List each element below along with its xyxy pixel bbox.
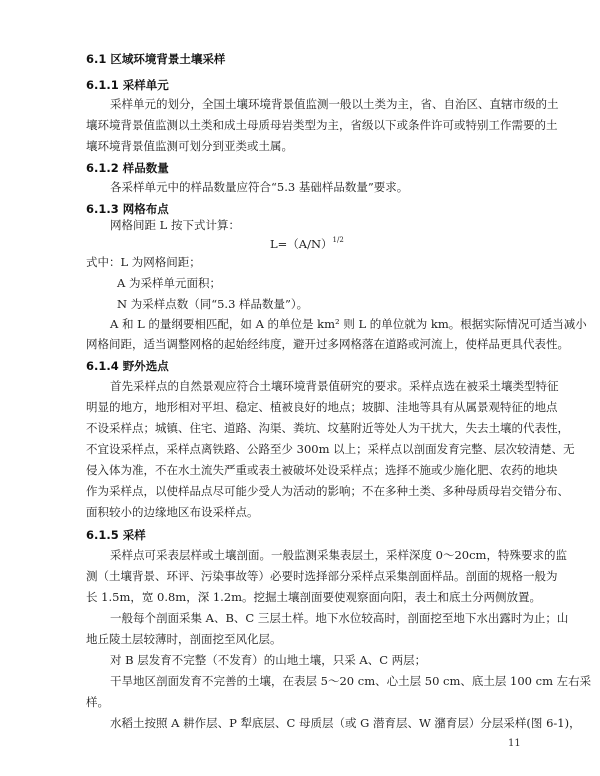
paragraph-line: 干旱地区剖面发育不完善的土壤，在表层 5～20 cm、心土层 50 cm、底土层 100 cm 左右采 bbox=[110, 674, 592, 688]
formula-where: 式中：L 为网格间距； bbox=[86, 255, 201, 269]
paragraph-line: 样。 bbox=[86, 695, 109, 709]
paragraph-line: 不宜设采样点，采样点离铁路、公路至少 300m 以上；采样点以剖面发育完整、层次较清楚、无 bbox=[86, 442, 575, 456]
paragraph-line: 壤环境背景值监测以土类和成土母质母岩类型为主，省级以下或条件许可或特别工作需要的土 bbox=[86, 118, 558, 132]
paragraph-line: 地丘陵土层较薄时，剖面挖至风化层。 bbox=[86, 632, 282, 646]
formula-intro: 网格间距 L 按下式计算： bbox=[110, 218, 240, 232]
formula-exponent: 1/2 bbox=[332, 236, 344, 244]
paragraph-line: 不设采样点；城镇、住宅、道路、沟渠、粪坑、坟墓附近等处人为干扰大，失去土壤的代表性， bbox=[86, 421, 569, 435]
paragraph-line: 测（土壤背景、环评、污染事故等）必要时选择部分采样点采集剖面样品。剖面的规格一般为 bbox=[86, 569, 558, 583]
paragraph-line: 一般每个剖面采集 A、B、C 三层土样。地下水位较高时，剖面挖至地下水出露时为止；山 bbox=[110, 611, 569, 625]
paragraph-line: 作为采样点，以使样品点尽可能少受人为活动的影响；不在多种土类、多种母质母岩交错分布、 bbox=[86, 484, 569, 498]
paragraph-line: 壤环境背景值监测可划分到亚类或土属。 bbox=[86, 139, 293, 153]
paragraph-line: 网格间距，适当调整网格的起始经纬度，避开过多网格落在道路或河流上，使样品更具代表性。 bbox=[86, 337, 569, 351]
subsection-title-613: 6.1.3 网格布点 bbox=[86, 202, 169, 216]
section-title: 6.1 区域环境背景土壤采样 bbox=[86, 52, 226, 66]
paragraph-line: 首先采样点的自然景观应符合土壤环境背景值研究的要求。采样点选在被采土壤类型特征 bbox=[110, 379, 559, 393]
paragraph-line: 采样单元的划分，全国土壤环境背景值监测一般以土类为主，省、自治区、直辖市级的土 bbox=[110, 97, 559, 111]
definition-a: A 为采样单元面积； bbox=[117, 276, 221, 290]
paragraph-line: 明显的地方，地形相对平坦、稳定、植被良好的地点；坡脚、洼地等具有从属景观特征的地点 bbox=[86, 400, 558, 414]
paragraph-line: 长 1.5m，宽 0.8m，深 1.2m。挖掘土壤剖面要使观察面向阳，表土和底土分两侧放置。 bbox=[86, 590, 542, 604]
paragraph-line: 侵入体为准，不在水土流失严重或表土被破坏处设采样点；选择不施或少施化肥、农药的地块 bbox=[86, 463, 558, 477]
paragraph-line: 水稻土按照 A 耕作层、P 犁底层、C 母质层（或 G 潜育层、W 潴育层）分层采样(图 6-1)， bbox=[110, 716, 581, 730]
subsection-title-615: 6.1.5 采样 bbox=[86, 528, 146, 542]
subsection-title-612: 6.1.2 样品数量 bbox=[86, 161, 169, 175]
subsection-title-611: 6.1.1 采样单元 bbox=[86, 78, 169, 92]
definition-n: N 为采样点数（同“5.3 样品数量”）。 bbox=[117, 297, 309, 311]
page-number: 11 bbox=[508, 738, 521, 749]
subsection-title-614: 6.1.4 野外选点 bbox=[86, 359, 169, 373]
paragraph-line: A 和 L 的量纲要相匹配，如 A 的单位是 km² 则 L 的单位就为 km。根据实际情况可适当减小 bbox=[110, 317, 587, 331]
formula-main: L=（A/N） bbox=[270, 237, 333, 251]
grid-spacing-formula bbox=[270, 236, 344, 252]
paragraph-line: 采样点可采表层样或土壤剖面。一般监测采集表层土，采样深度 0～20cm，特殊要求的监 bbox=[110, 548, 567, 562]
paragraph-line: 对 B 层发育不完整（不发育）的山地土壤，只采 A、C 两层； bbox=[110, 653, 427, 667]
paragraph-line: 各采样单元中的样品数量应符合“5.3 基础样品数量”要求。 bbox=[110, 180, 409, 194]
paragraph-line: 面积较小的边缘地区布设采样点。 bbox=[86, 505, 259, 519]
